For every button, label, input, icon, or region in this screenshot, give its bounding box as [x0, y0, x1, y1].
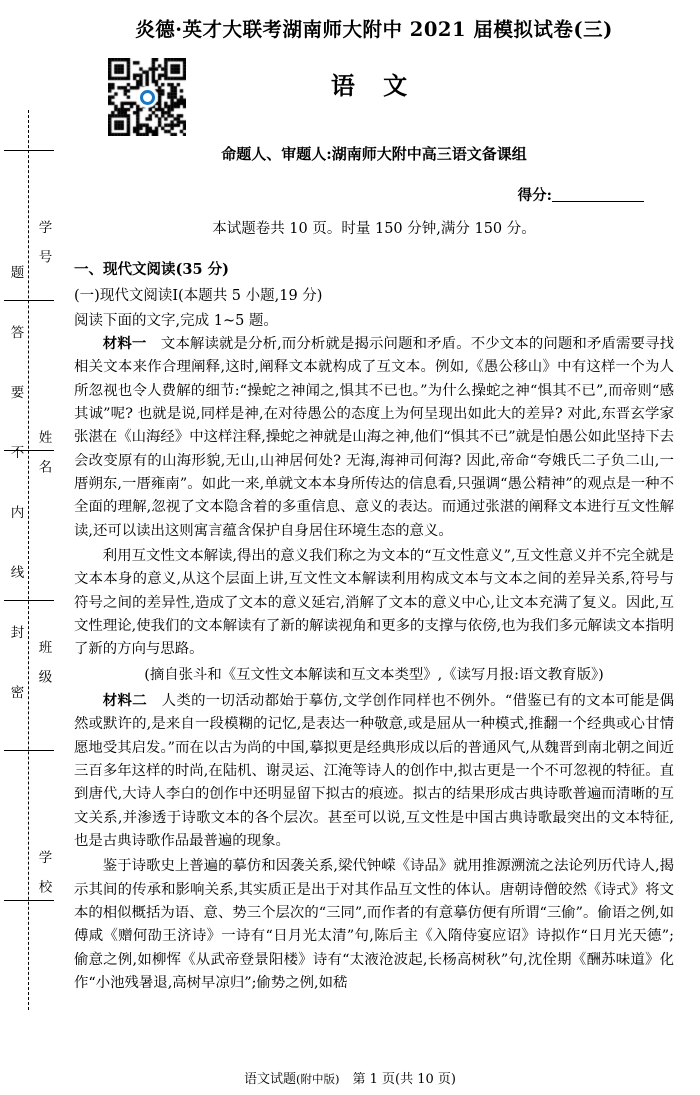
field-label-student-id: 学 号 — [35, 220, 52, 263]
qr-code — [108, 58, 186, 136]
paper-authors: 命题人、审题人:湖南师大附中高三语文备课组 — [221, 145, 527, 163]
score-field — [74, 184, 674, 205]
field-label-school: 学 校 — [35, 850, 52, 893]
material-one-source: (摘自张斗和《互文性文本解读和互文本类型》,《读写月报:语文教育版》) — [144, 666, 604, 683]
seal-char-feng: 封 — [7, 625, 24, 639]
material-two-paragraph-2: 鉴于诗歌史上普遍的摹仿和因袭关系,梁代钟嵘《诗品》就用推源溯流之法论列历代诗人,揭示其间的传承和影响关系,其实质正是出于对其作品互文性的体认。唐朝诗僧皎然《诗式》将文本的相似概括为语、意、势三个层次的“三同”,而作者的有意摹仿便有所谓“三偷”。偷语之例,如傅咸《赠何劭王济诗》一诗有“日月光太清”句,陈后主《入隋侍宴应诏》诗拟作“日月光天德”;偷意之例,如柳恽《从武帝登景阳楼》诗有“太液沧波起,长杨高树秋”句,沈佺期《酬苏味道》化作“小池残暑退,高树早凉归”;偷势之例,如嵇 — [74, 858, 674, 991]
material-one-paragraph-2: 利用互文性文本解读,得出的意义我们称之为文本的“互文性意义”,互文性意义并不完全就是文本本身的意义,从这个层面上讲,互文性文本解读利用构成文本与文本之间的差异关系,符号与符号之间的差异性,造成了文本的意义延宕,消解了文本的意义中心,让文本充满了复义。因此,互文性理论,使我们的文本解读有了新的解读视角和更多的支撑与依傍,也为我们多元解读文本指明了新的方向与思路。 — [74, 547, 674, 658]
seal-dashed-line — [28, 110, 29, 1010]
score-label: 得分: — [517, 187, 552, 204]
seal-char-bu: 不 — [7, 445, 24, 459]
write-rule — [4, 300, 54, 301]
seal-char-nei: 内 — [7, 505, 24, 519]
page-title: 炎德·英才大联考湖南师大附中 2021 届模拟试卷(三) — [135, 18, 613, 41]
subject-title: 语 文 — [330, 71, 418, 100]
qr-center-dot-icon — [140, 90, 155, 105]
seal-char-mi: 密 — [7, 685, 24, 699]
page-footer — [0, 1068, 700, 1087]
material-one-paragraph-1 — [74, 332, 674, 543]
field-label-name: 姓 名 — [35, 430, 52, 473]
material-two-text-1: 人类的一切活动都始于摹仿,文学创作同样也不例外。“借鉴已有的文本可能是偶然或默许的,是来自一段模糊的记忆,是表达一种敬意,或是屈从一种模式,推翻一个经典或心甘情愿地受其启发。”而在以古为尚的中国,摹拟更是经典形成以后的普通风气,从魏晋到南北朝之间近三百多年这样的时尚,在陆机、谢灵运、江淹等诗人的创作中,拟古更是一个不可忽视的特征。直到唐代,大诗人李白的创作中还明显留下拟古的痕迹。拟古的结果形成古典诗歌普遍而清晰的互文关系,并渗透于诗歌文本的各个层次。甚至可以说,互文性是中国古典诗歌最突出的文本特征,也是古典诗歌作品最普遍的现象。 — [74, 692, 674, 849]
write-rule — [4, 600, 54, 601]
section-heading: 一、现代文阅读(35 分) — [74, 261, 229, 278]
write-rule — [4, 750, 54, 751]
left-margin-strip — [0, 0, 62, 1095]
section-instruction: 阅读下面的文字,完成 1~5 题。 — [74, 313, 278, 329]
seal-char-yao: 要 — [7, 385, 24, 399]
section-subheading: (一)现代文阅读Ⅰ(本题共 5 小题,19 分) — [74, 288, 323, 304]
footer-page-number: 第 1 页(共 10 页) — [352, 1072, 456, 1087]
field-label-class: 班 级 — [35, 640, 52, 683]
material-two-paragraph-1 — [74, 689, 674, 853]
material-two-label: 材料二 — [102, 691, 147, 709]
seal-char-da: 答 — [7, 325, 24, 339]
score-blank[interactable] — [552, 201, 644, 202]
seal-char-ti: 题 — [7, 265, 24, 279]
seal-char-xian: 线 — [7, 565, 24, 579]
exam-note: 本试题卷共 10 页。时量 150 分钟,满分 150 分。 — [212, 221, 536, 237]
footer-subject: 语文试题 — [243, 1072, 296, 1087]
material-one-label: 材料一 — [102, 335, 147, 352]
footer-note: (附中版) — [296, 1072, 340, 1086]
write-rule — [4, 150, 54, 151]
write-rule — [4, 900, 54, 901]
material-one-text-1: 文本解读就是分析,而分析就是揭示问题和矛盾。不少文本的问题和矛盾需要寻找相关文本来作合理阐释,这时,阐释文本就构成了互文本。例如,《愚公移山》中有这样一个为人所忽视也令人费解的细节:“操蛇之神闻之,惧其不已也。”为什么操蛇之神“惧其不已”,而帝则“感其诚”呢? 也就是说,同样是神,在对待愚公的态度上为何呈现出如此大的差异? 对此,东晋玄学家张湛在《山海经》中这样注释,操蛇之神就是山海之神,他们“惧其不已”就是怕愚公如此坚持下去会改变原有的山海形貌,无山,山神居何处? 无海,海神司何海? 因此,帝命“夸娥氏二子负二山,一厝朔东,一厝雍南”。如此一来,单就文本本身所传达的信息看,只强调“愚公精神”的观点是一种不全面的理解,忽视了文本隐含着的多重信息、意义的表达。而通过张湛的阐释文本进行互文性解读,还可以读出这则寓言蕴含保护自身居住环境生态的意义。 — [74, 336, 674, 539]
paper-content — [74, 0, 674, 1095]
